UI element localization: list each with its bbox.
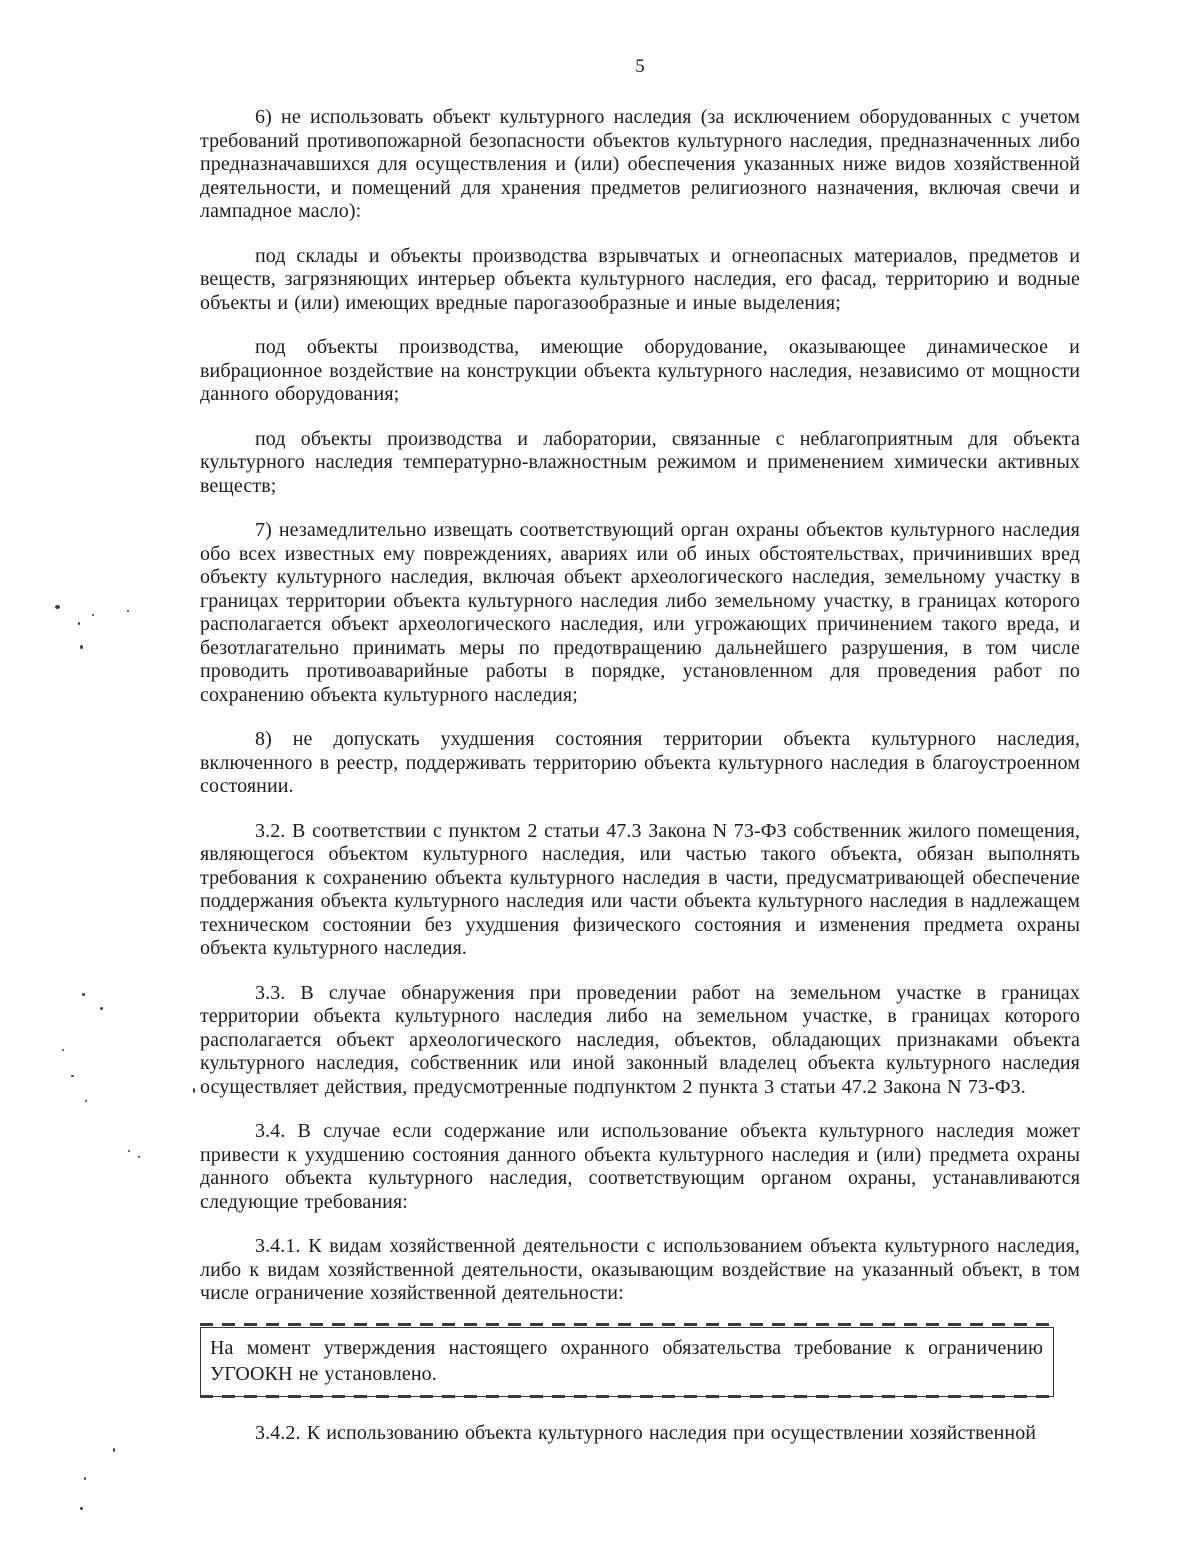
document-text <box>200 106 1080 1445</box>
scan-artifact <box>85 1100 87 1102</box>
restriction-notice-box <box>200 1327 1054 1397</box>
scan-artifact <box>113 1448 115 1452</box>
clause-6-production-paragraph: под объекты производства, имеющие оборудование, оказывающее динамическое и вибрационное воздействие на конструкции объекта культурного наследия, независимо от мощности данного оборудования; <box>200 336 1080 405</box>
scan-artifact <box>92 614 94 616</box>
dashed-rule-bottom <box>200 1395 1054 1398</box>
scan-artifact <box>82 993 85 996</box>
scan-artifact <box>193 1088 195 1093</box>
scan-artifact <box>62 1049 64 1051</box>
page-body <box>200 56 1080 1466</box>
clause-6-warehouses-paragraph: под склады и объекты производства взрывчатых и огнеопасных материалов, предметов и веществ, загрязняющих интерьер объекта культурного наследия, его фасад, территорию и водные объекты и (или) имеющих вредные парогазообразные и иные выделения; <box>200 244 1080 314</box>
clause-3-4-paragraph: 3.4. В случае если содержание или использование объекта культурного наследия может привести к ухудшению состояния данного объекта культурного наследия и (или) предмета охраны данного объекта культурного наследия, соответствующим органом охраны, устанавливаются следующие требования: <box>200 1120 1080 1213</box>
scan-artifact <box>84 1477 86 1480</box>
restriction-notice-text: На момент утверждения настоящего охранного обязательства требование к ограничению УГООКН не установлено. <box>210 1336 1043 1385</box>
clause-3-4-1-paragraph: 3.4.1. К видам хозяйственной деятельности с использованием объекта культурного наследия, либо к видам хозяйственной деятельности, оказывающим воздействие на указанный объект, в том числе ограничение хозяйственной деятельности: <box>200 1235 1080 1304</box>
scan-artifact <box>127 610 129 612</box>
scan-artifact <box>80 645 83 649</box>
scan-artifact <box>128 1150 130 1152</box>
clause-3-4-2-paragraph: 3.4.2. К использованию объекта культурного наследия при осуществлении хозяйственной <box>255 1421 1037 1444</box>
scan-artifact <box>100 1007 103 1010</box>
scan-artifact <box>138 1156 140 1158</box>
dashed-rule-top <box>200 1323 1054 1326</box>
clause-6-laboratories-paragraph: под объекты производства и лаборатории, связанные с неблагоприятным для объекта культурного наследия температурно-влажностным режимом и применением химически активных веществ; <box>200 427 1080 497</box>
clause-6-paragraph: 6) не использовать объект культурного наследия (за исключением оборудованных с учетом требований противопожарной безопасности объектов культурного наследия, предназначенных либо предназначавшихся для осуществления и (или) обеспечения указанных ниже видов хозяйственной деятельности, и помещений для хранения предметов религиозного назначения, включая свечи и лампадное масло): <box>200 106 1080 222</box>
clause-8-paragraph: 8) не допускать ухудшения состояния территории объекта культурного наследия, включенного в реестр, поддерживать территорию объекта культурного наследия в благоустроенном состоянии. <box>200 728 1080 797</box>
scan-artifact <box>80 1507 83 1510</box>
scan-artifact <box>71 1075 74 1077</box>
scan-artifact <box>78 622 80 625</box>
clause-3-3-paragraph: 3.3. В случае обнаружения при проведении работ на земельном участке в границах территории объекта культурного наследия либо на земельном участке, в границах которого располагается объект археологического наследия, объектов, обладающих признаками объекта культурного наследия, собственник или иной законный владелец объекта культурного наследия осуществляет действия, предусмотренные подпунктом 2 пункта 3 статьи 47.2 Закона N 73-ФЗ. <box>200 981 1080 1098</box>
scan-artifact <box>55 605 60 609</box>
clause-7-paragraph: 7) незамедлительно извещать соответствующий орган охраны объектов культурного наследия обо всех известных ему повреждениях, авариях или об иных обстоятельствах, причинивших вред объекту культурного наследия, включая объект археологического наследия, земельному участку в границах территории объекта культурного наследия либо земельному участку, в границах которого располагается объект археологического наследия, или угрожающих причинением такого вреда, и безотлагательно принимать меры по предотвращению дальнейшего разрушения, в том числе проводить противоаварийные работы в порядке, установленном для проведения работ по сохранению объекта культурного наследия; <box>200 519 1080 706</box>
clause-3-2-paragraph: 3.2. В соответствии с пунктом 2 статьи 47.3 Закона N 73-ФЗ собственник жилого помещения, являющегося объектом культурного наследия, или частью такого объекта, обязан выполнять требования к сохранению объекта культурного наследия в части, предусматривающей обеспечение поддержания объекта культурного наследия или части объекта культурного наследия в надлежащем техническом состоянии без ухудшения физического состояния и изменения предмета охраны объекта культурного наследия. <box>200 819 1080 959</box>
page-number: 5 <box>635 56 645 77</box>
